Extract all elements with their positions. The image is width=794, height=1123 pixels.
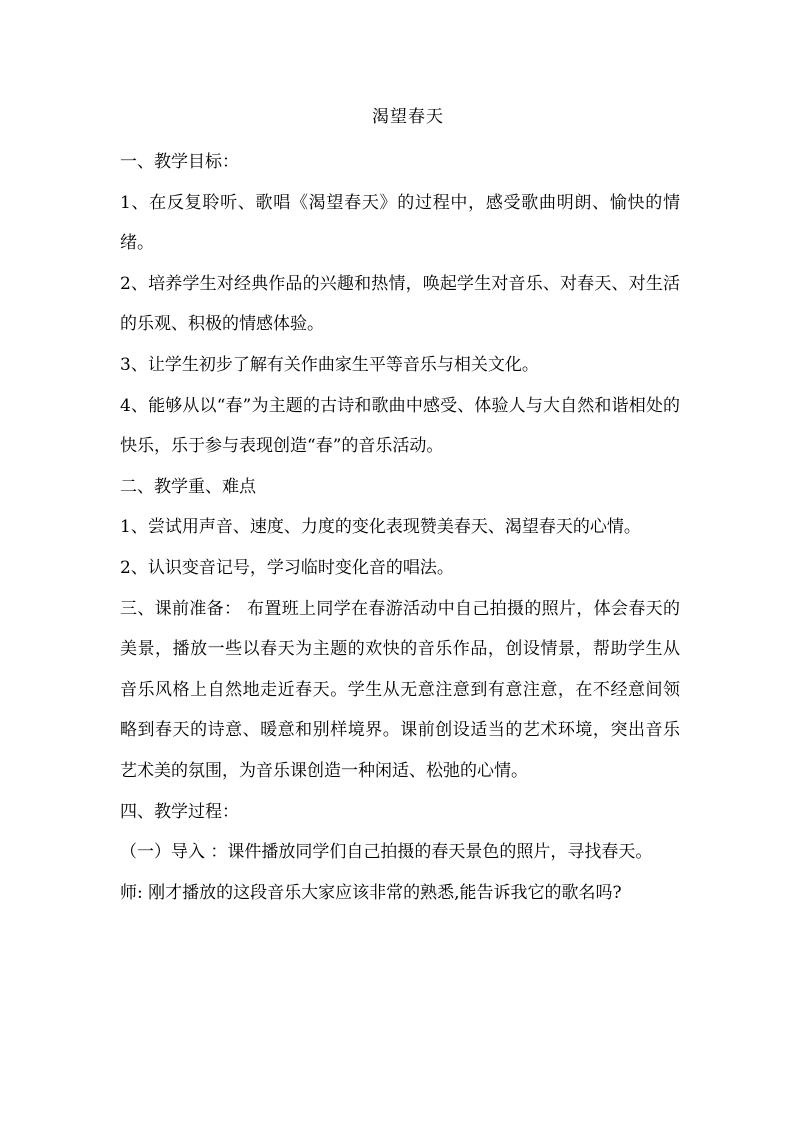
key-point-item-1: 1、尝试用声音、速度、力度的变化表现赞美春天、渴望春天的心情。 [120,517,641,538]
preparation-paragraph: 三、课前准备： 布置班上同学在春游活动中自己拍摄的照片，体会春天的美景，播放一些以春天为主题的欢快的音乐作品，创设情景，帮助学生从音乐风格上自然地走近春天。学生从无意注意到有意注意，在不经意间领略到春天的诗意、暖意和别样境界。课前创设适当的艺术环境，突出音乐艺术美的氛围，为音乐课创造一种闲适、松弛的心情。 [120,598,680,781]
objective-item-3: 3、让学生初步了解有关作曲家生平等音乐与相关文化。 [120,354,539,375]
section-heading-key-points: 二、教学重、难点 [120,476,256,497]
process-intro-paragraph: （一）导入 ：课件播放同学们自己拍摄的春天景色的照片，寻找春天。 [120,842,653,863]
objective-item-4: 4、能够从以“春”为主题的古诗和歌曲中感受、体验人与大自然和谐相处的快乐，乐于参与表现创造“春”的音乐活动。 [120,395,680,457]
teacher-dialogue-line: 师: 刚才播放的这段音乐大家应该非常的熟悉,能告诉我它的歌名吗? [120,882,622,903]
section-heading-process: 四、教学过程： [120,801,239,822]
objective-item-2: 2、培养学生对经典作品的兴趣和热情，唤起学生对音乐、对春天、对生活的乐观、积极的情感体验。 [120,273,680,335]
objective-item-1: 1、在反复聆听、歌唱《渴望春天》的过程中，感受歌曲明朗、愉快的情绪。 [120,192,680,254]
key-point-item-2: 2、认识变音记号，学习临时变化音的唱法。 [120,557,454,578]
document-title: 渴望春天 [372,107,444,127]
section-heading-objectives: 一、教学目标： [120,152,239,172]
document-body [120,142,680,913]
